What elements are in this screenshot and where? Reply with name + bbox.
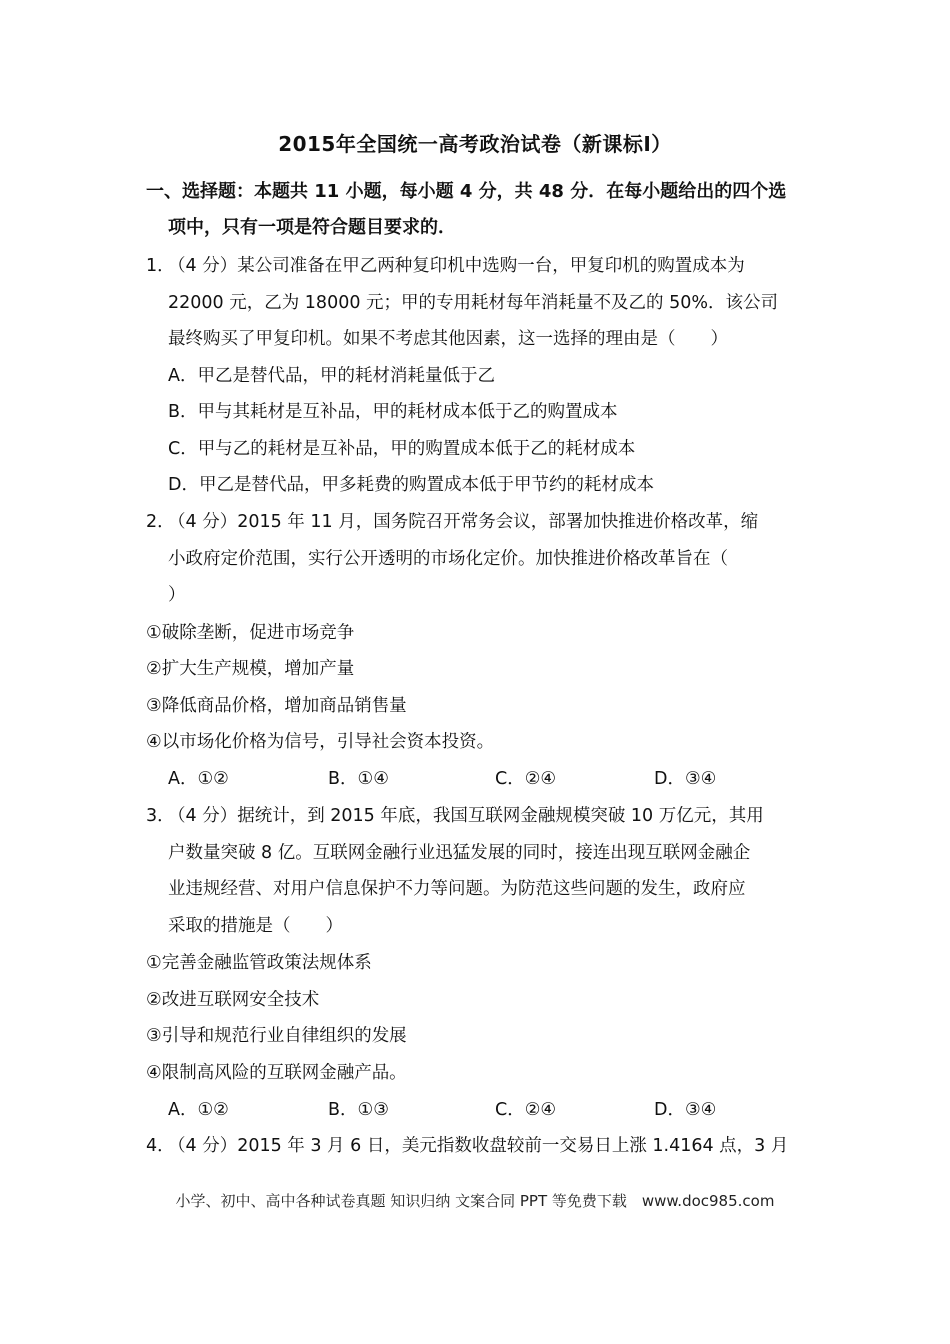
option-c: C．甲与乙的耗材是互补品，甲的购置成本低于乙的耗材成本: [168, 439, 636, 459]
option-b: B．甲与其耗材是互补品，甲的耗材成本低于乙的购置成本: [168, 402, 618, 422]
section-heading: [146, 174, 816, 246]
question-number: 4．: [146, 1136, 175, 1156]
question-text-line: （4 分）据统计，到 2015 年底，我国互联网金融规模突破 10 万亿元，其用: [168, 806, 764, 826]
question-number: 1．: [146, 256, 175, 276]
question-text-line: ）: [168, 585, 186, 606]
page-footer: 小学、初中、高中各种试卷真题 知识归纳 文案合同 PPT 等免费下载 www.doc985.com: [175, 1192, 775, 1210]
statement-2: ②改进互联网安全技术: [146, 990, 320, 1010]
statement-1: ①破除垄断，促进市场竞争: [146, 623, 355, 643]
choice-a: A．①②: [168, 1100, 229, 1120]
statement-3: ③降低商品价格，增加商品销售量: [146, 696, 407, 716]
statement-3: ③引导和规范行业自律组织的发展: [146, 1026, 407, 1046]
section-heading-line-1: 一、选择题：本题共 11 小题，每小题 4 分，共 48 分．在每小题给出的四个选: [146, 181, 787, 202]
question-text-line: （4 分）2015 年 3 月 6 日，美元指数收盘较前一交易日上涨 1.4164 点，3 月: [168, 1136, 789, 1156]
statement-4: ④限制高风险的互联网金融产品。: [146, 1063, 407, 1083]
statement-1: ①完善金融监管政策法规体系: [146, 953, 372, 973]
option-a: A．甲乙是替代品，甲的耗材消耗量低于乙: [168, 366, 495, 386]
question-2: [146, 504, 816, 614]
choice-c: C．②④: [495, 769, 557, 789]
question-3: [146, 798, 816, 944]
option-d: D．甲乙是替代品，甲多耗费的购置成本低于甲节约的耗材成本: [168, 475, 654, 495]
statement-4: ④以市场化价格为信号，引导社会资本投资。: [146, 732, 495, 752]
choice-d: D．③④: [654, 1100, 717, 1120]
choice-b: B．①④: [328, 769, 389, 789]
page-title: 2015年全国统一高考政治试卷（新课标I）: [278, 132, 672, 156]
question-text-line: （4 分）2015 年 11 月，国务院召开常务会议，部署加快推进价格改革，缩: [168, 512, 759, 532]
section-heading-line-2: 项中，只有一项是符合题目要求的．: [168, 217, 456, 238]
question-text-line: 户数量突破 8 亿。互联网金融行业迅猛发展的同时，接连出现互联网金融企: [168, 842, 751, 863]
question-4: [146, 1128, 816, 1165]
choice-a: A．①②: [168, 769, 229, 789]
question-text-line: 22000 元，乙为 18000 元；甲的专用耗材每年消耗量不及乙的 50%．该公司: [168, 292, 778, 313]
question-text-line: 最终购买了甲复印机。如果不考虑其他因素，这一选择的理由是（ ）: [168, 329, 728, 350]
question-text-line: 采取的措施是（ ）: [168, 915, 343, 936]
statement-2: ②扩大生产规模，增加产量: [146, 659, 355, 679]
question-text-line: 小政府定价范围，实行公开透明的市场化定价。加快推进价格改革旨在（: [168, 548, 728, 569]
question-text-line: （4 分）某公司准备在甲乙两种复印机中选购一台，甲复印机的购置成本为: [168, 256, 745, 276]
choice-c: C．②④: [495, 1100, 557, 1120]
question-1: [146, 248, 816, 358]
question-text-line: 业违规经营、对用户信息保护不力等问题。为防范这些问题的发生，政府应: [168, 879, 746, 900]
choice-d: D．③④: [654, 769, 717, 789]
question-number: 2．: [146, 512, 175, 532]
question-number: 3．: [146, 806, 175, 826]
choice-b: B．①③: [328, 1100, 389, 1120]
